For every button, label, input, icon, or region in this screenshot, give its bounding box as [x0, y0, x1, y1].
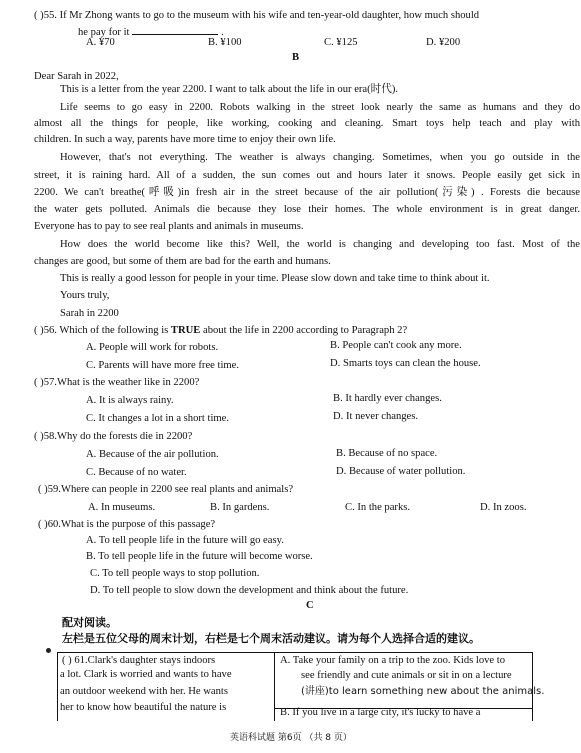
q57-option-c: C. It changes a lot in a short time.: [86, 413, 229, 424]
letter-p4-line1: How does the world become like this? Well, the world is changing and developing too fast. Most of the: [60, 239, 580, 250]
column-divider: [274, 653, 275, 721]
section-b-heading: B: [292, 52, 300, 63]
q61-line1: ( ) 61.Clark's daughter stays indoors: [62, 655, 216, 666]
q59-option-d: D. In zoos.: [480, 502, 527, 513]
q61-line4: her to know how beautiful the nature is: [60, 702, 227, 713]
section-c-heading: C: [306, 600, 314, 611]
q55-stem-line1: ( )55. If Mr Zhong wants to go to the museum with his wife and ten-year-old daughter, how much should: [34, 10, 480, 21]
matching-title: 配对阅读。: [62, 616, 117, 629]
scan-dot: [46, 648, 51, 653]
q60-stem: ( )60.What is the purpose of this passage?: [38, 519, 216, 530]
q55-option-a: A. ¥70: [86, 37, 115, 48]
q59-option-c: C. In the parks.: [345, 502, 411, 513]
letter-p2-line3: children. In such a way, parents have more time to enjoy their own life.: [34, 134, 336, 145]
q60-option-c: C. To tell people ways to stop pollution.: [90, 568, 260, 579]
q58-option-c: C. Because of no water.: [86, 467, 187, 478]
q56-option-d: D. Smarts toys can clean the house.: [330, 358, 481, 369]
q55-stem-end: .: [221, 27, 224, 38]
q56-option-b: B. People can't cook any more.: [330, 340, 462, 351]
letter-p4-line2: changes are good, but some of them are bad for the earth and humans.: [34, 256, 331, 267]
q56-stem: [34, 326, 407, 337]
q56-stem-pre: ( )56. Which of the following is: [34, 325, 171, 336]
q60-option-a: A. To tell people life in the future will go easy.: [86, 535, 284, 546]
q57-option-b: B. It hardly ever changes.: [333, 393, 442, 404]
letter-p3-line2: street, it is raining hard. All of a sudden, the sun comes out and hours later it snows. People easily get sick in: [34, 170, 580, 181]
q56-option-c: C. Parents will have more free time.: [86, 360, 239, 371]
q55-option-d: D. ¥200: [426, 37, 461, 48]
page-footer: 英语科试题 第6页 （共 8 页）: [230, 733, 352, 743]
q58-option-d: D. Because of water pollution.: [336, 466, 466, 477]
suggestion-b-line1: B. If you live in a large city, it's lucky to have a: [280, 707, 481, 718]
q55-option-c: C. ¥125: [324, 37, 358, 48]
letter-p5-line1: This is really a good lesson for people in your time. Please slow down and take time to think about it.: [60, 273, 490, 284]
q60-option-d: D. To tell people to slow down the development and think about the future.: [90, 585, 409, 596]
q59-stem: ( )59.Where can people in 2200 see real plants and animals?: [38, 484, 294, 495]
suggestion-a-line1: A. Take your family on a trip to the zoo. Kids love to: [280, 655, 506, 666]
letter-signature: Sarah in 2200: [60, 308, 119, 319]
q56-stem-bold: TRUE: [170, 325, 201, 336]
q56-stem-post: about the life in 2200 according to Paragraph 2?: [200, 325, 408, 336]
q57-option-a: A. It is always rainy.: [86, 395, 174, 406]
q61-line2: a lot. Clark is worried and wants to have: [60, 669, 232, 680]
letter-p2-line1: Life seems to go easy in 2200. Robots walking in the street look nearly the same as humans and they do: [60, 102, 580, 113]
q56-option-a: A. People will work for robots.: [86, 342, 219, 353]
q59-option-b: B. In gardens.: [210, 502, 270, 513]
letter-p3-line4: the water gets polluted. Animals die because they lose their homes. The whole environment is in great danger.: [34, 204, 580, 215]
letter-p3-line5: Everyone has to pay to see real plants and animals in museums.: [34, 221, 304, 232]
suggestion-a-line2: see friendly and cute animals or sit in on a lecture: [301, 670, 512, 681]
q59-option-a: A. In museums.: [88, 502, 156, 513]
suggestion-a-line3: (讲座)to learn something new about the animals.: [301, 686, 545, 697]
letter-p1-line1: This is a letter from the year 2200. I want to talk about the life in our era(时代).: [60, 84, 399, 95]
letter-greeting: Dear Sarah in 2022,: [34, 71, 119, 82]
letter-p3-line3: 2200. We can't breathe(呼吸)in fresh air in the street because of the air pollution(污染) . Forests die because: [34, 187, 580, 198]
letter-p3-line1: However, that's not everything. The weather is always changing. Sometimes, when you go outside in the: [60, 152, 580, 163]
letter-p2-line2: almost all the things for people, like working, cooking and cleaning. Smart toys help teach and play with: [34, 118, 580, 129]
q61-line3: an outdoor weekend with her. He wants: [60, 686, 228, 697]
q60-option-b: B. To tell people life in the future will become worse.: [86, 551, 313, 562]
q55-stem-text: he pay for it: [78, 27, 130, 38]
q58-stem: ( )58.Why do the forests die in 2200?: [34, 431, 193, 442]
q55-option-b: B. ¥100: [208, 37, 242, 48]
q57-stem: ( )57.What is the weather like in 2200?: [34, 377, 200, 388]
q57-option-d: D. It never changes.: [333, 411, 419, 422]
q58-option-a: A. Because of the air pollution.: [86, 449, 219, 460]
matching-instruction: 左栏是五位父母的周末计划，右栏是七个周末活动建议。请为每个人选择合适的建议。: [62, 632, 480, 645]
letter-closing: Yours truly,: [60, 290, 110, 301]
answer-blank: [132, 25, 218, 35]
q58-option-b: B. Because of no space.: [336, 448, 438, 459]
